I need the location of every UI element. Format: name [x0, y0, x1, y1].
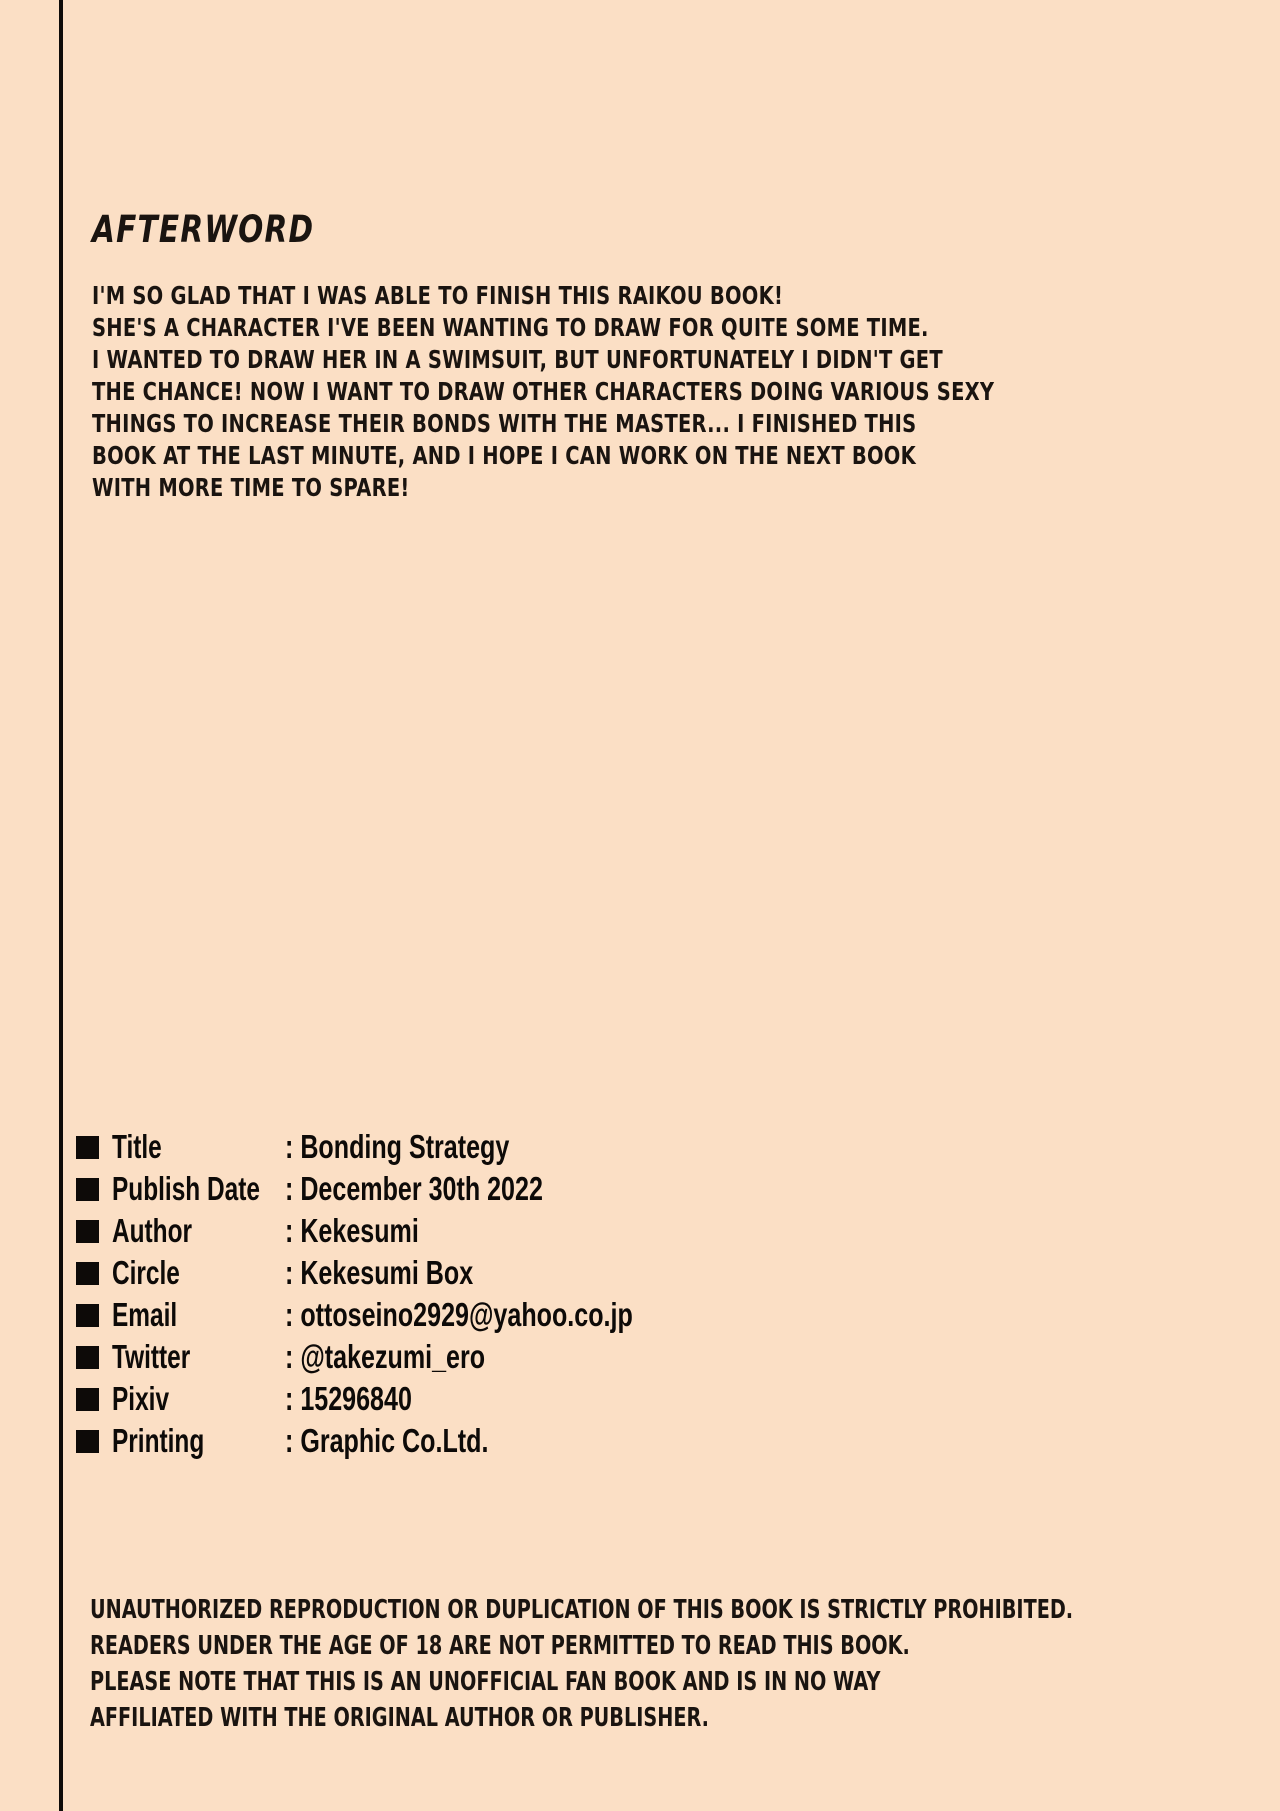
colophon-value: : December 30th 2022 — [285, 1170, 543, 1207]
colophon-label: Printing — [112, 1422, 205, 1459]
colophon-row-title — [76, 1126, 743, 1168]
afterword-paragraph — [92, 280, 1249, 504]
colophon-row-email — [76, 1294, 743, 1336]
page-border-line — [59, 0, 63, 1811]
colophon-row-twitter — [76, 1336, 743, 1378]
colophon-value: : Kekesumi — [285, 1212, 419, 1249]
disclaimer-line: READERS UNDER THE AGE OF 18 ARE NOT PERMITTED TO READ THIS BOOK. — [90, 1631, 910, 1661]
colophon-row-circle — [76, 1252, 743, 1294]
bullet-square-icon — [76, 1136, 99, 1159]
colophon-label: Pixiv — [112, 1380, 170, 1417]
afterword-paragraph-line: THE CHANCE! NOW I WANT TO DRAW OTHER CHARACTERS DOING VARIOUS SEXY — [92, 377, 995, 406]
afterword-paragraph-line: I WANTED TO DRAW HER IN A SWIMSUIT, BUT UNFORTUNATELY I DIDN'T GET — [92, 345, 943, 374]
disclaimer-line: PLEASE NOTE THAT THIS IS AN UNOFFICIAL FAN BOOK AND IS IN NO WAY — [90, 1667, 881, 1697]
colophon-label: Email — [112, 1296, 178, 1333]
afterword-paragraph-line: SHE'S A CHARACTER I'VE BEEN WANTING TO DRAW FOR QUITE SOME TIME. — [92, 313, 929, 342]
bullet-square-icon — [76, 1262, 99, 1285]
bullet-square-icon — [76, 1220, 99, 1243]
colophon-row-printing — [76, 1420, 743, 1462]
afterword-paragraph-line: BOOK AT THE LAST MINUTE, AND I HOPE I CAN WORK ON THE NEXT BOOK — [92, 441, 916, 470]
bullet-square-icon — [76, 1346, 99, 1369]
afterword-paragraph-line: WITH MORE TIME TO SPARE! — [92, 473, 410, 502]
colophon-row-pixiv — [76, 1378, 743, 1420]
colophon-value: : 15296840 — [285, 1380, 412, 1417]
colophon-value: : Bonding Strategy — [285, 1128, 510, 1165]
colophon-label: Twitter — [112, 1338, 191, 1375]
colophon-label: Publish Date — [112, 1170, 260, 1207]
colophon-row-author — [76, 1210, 743, 1252]
bullet-square-icon — [76, 1178, 99, 1201]
colophon-label: Author — [112, 1212, 193, 1249]
disclaimer-line: AFFILIATED WITH THE ORIGINAL AUTHOR OR PUBLISHER. — [90, 1703, 709, 1733]
afterword-paragraph-line: I'M SO GLAD THAT I WAS ABLE TO FINISH THIS RAIKOU BOOK! — [92, 281, 784, 310]
colophon-label: Circle — [112, 1254, 180, 1291]
bullet-square-icon — [76, 1304, 99, 1327]
colophon-value: : @takezumi_ero — [285, 1338, 486, 1375]
bullet-square-icon — [76, 1430, 99, 1453]
colophon-value: : Graphic Co.Ltd. — [285, 1422, 489, 1459]
afterword-heading: AFTERWORD — [92, 208, 315, 251]
afterword-paragraph-line: THINGS TO INCREASE THEIR BONDS WITH THE MASTER... I FINISHED THIS — [92, 409, 917, 438]
colophon-label: Title — [112, 1128, 162, 1165]
colophon — [76, 1126, 743, 1462]
colophon-row-publish-date — [76, 1168, 743, 1210]
disclaimer-line: UNAUTHORIZED REPRODUCTION OR DUPLICATION OF THIS BOOK IS STRICTLY PROHIBITED. — [90, 1595, 1074, 1625]
colophon-value: : ottoseino2929@yahoo.co.jp — [285, 1296, 633, 1333]
disclaimer — [90, 1592, 1280, 1736]
colophon-value: : Kekesumi Box — [285, 1254, 474, 1291]
bullet-square-icon — [76, 1388, 99, 1411]
